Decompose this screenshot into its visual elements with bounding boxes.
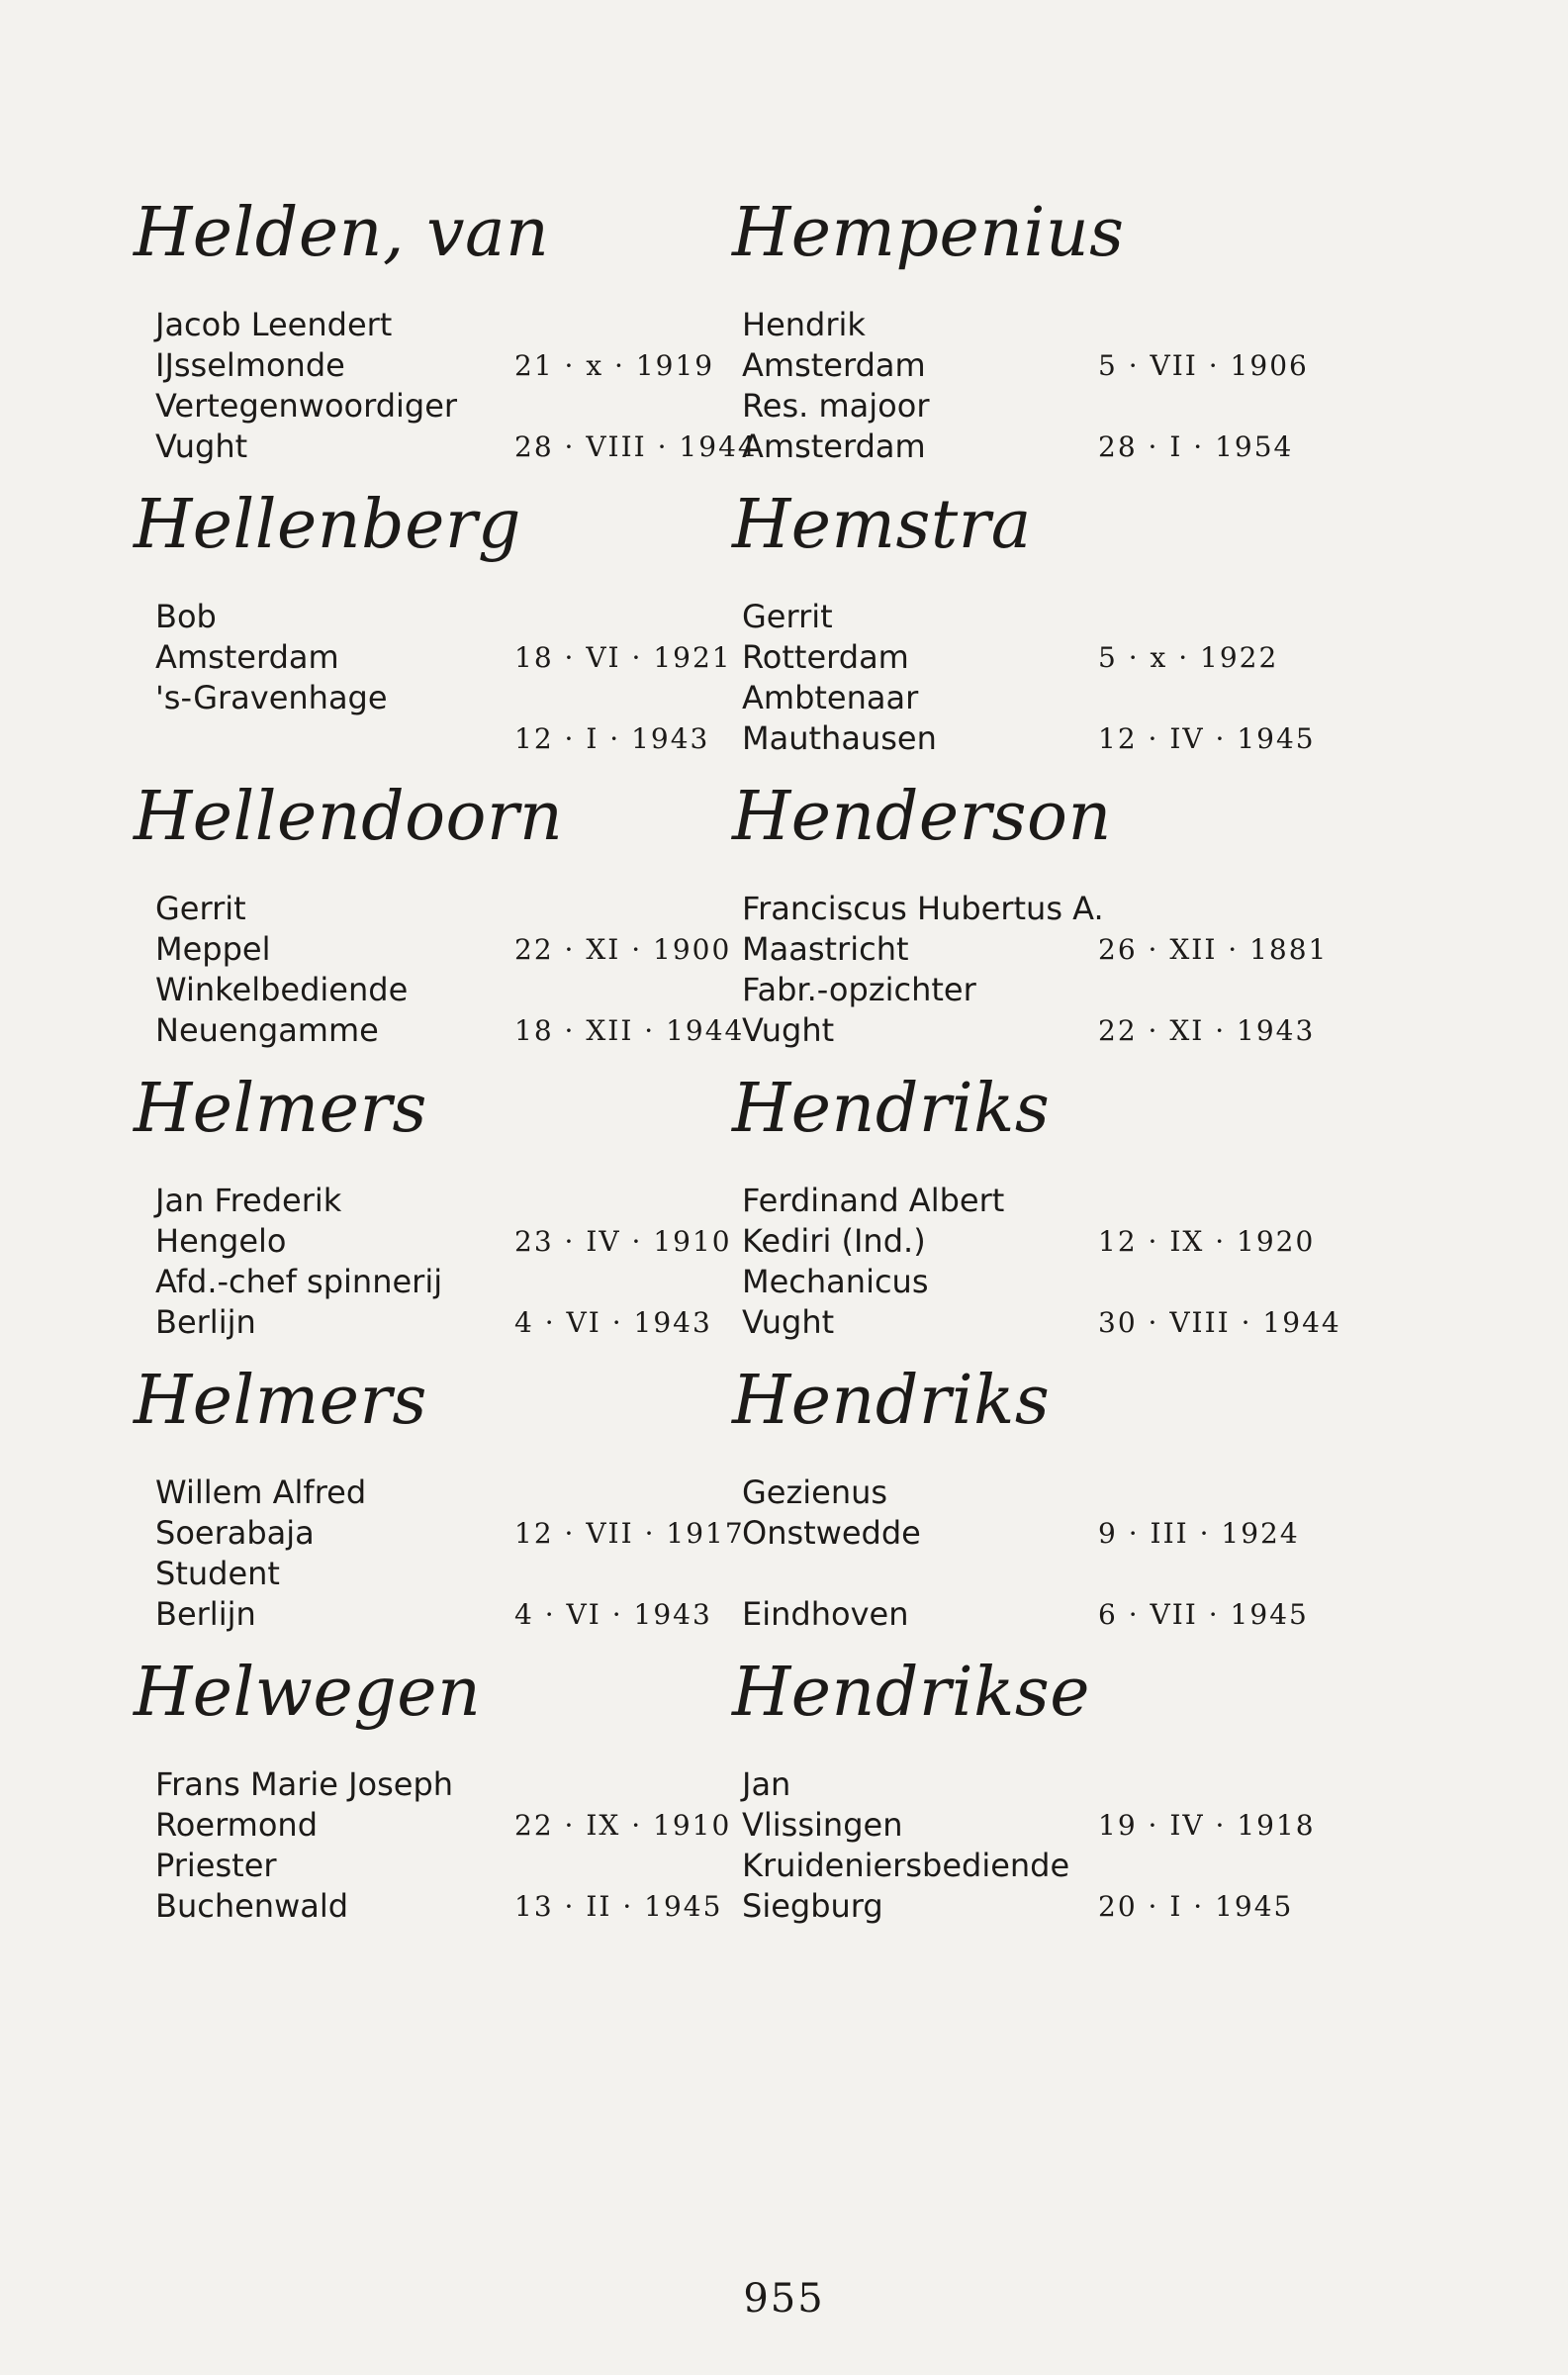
row-text: Buchenwald [155, 1887, 349, 1925]
surname: Helwegen [134, 1654, 482, 1732]
death-row [134, 1302, 747, 1343]
row-text: Hengelo [155, 1222, 287, 1260]
given-names [134, 889, 747, 929]
birth-row [732, 929, 1345, 970]
row-text: Berlijn [155, 1595, 256, 1633]
row-date: 12 · IX · 1920 [1098, 1225, 1316, 1258]
death-row [134, 1010, 747, 1051]
row-text: Maastricht [742, 930, 909, 968]
row-text: Afd.-chef spinnerij [155, 1263, 443, 1300]
row-text: Ferdinand Albert [742, 1182, 1005, 1219]
row-text: Roermond [155, 1806, 318, 1844]
given-names [134, 1764, 747, 1805]
given-names [732, 305, 1345, 345]
row-text: Amsterdam [155, 638, 339, 676]
birth-row [732, 1221, 1345, 1262]
surname: Helden, van [134, 194, 550, 272]
row-date: 28 · I · 1954 [1098, 430, 1294, 463]
row-text: Priester [155, 1847, 277, 1884]
entry [732, 1064, 1345, 1356]
surname: Hellenberg [134, 486, 521, 564]
row-text: Willem Alfred [155, 1473, 367, 1511]
row-date: 18 · XII · 1944 [514, 1014, 745, 1047]
row-date: 12 · IV · 1945 [1098, 722, 1316, 755]
death-row [732, 718, 1345, 759]
entry [134, 480, 747, 772]
row-date: 13 · II · 1945 [514, 1890, 723, 1923]
row-date: 23 · IV · 1910 [514, 1225, 732, 1258]
birth-row [732, 1513, 1345, 1554]
row-text: 's-Gravenhage [155, 679, 388, 716]
surname: Hendriks [732, 1362, 1051, 1440]
birth-row [134, 637, 747, 678]
row-date: 30 · VIII · 1944 [1098, 1306, 1341, 1339]
row-text: Rotterdam [742, 638, 909, 676]
row-text: Res. majoor [742, 387, 930, 425]
row-text: Neuengamme [155, 1011, 379, 1049]
row-text: Franciscus Hubertus A. [742, 890, 1104, 927]
birth-row [134, 1221, 747, 1262]
row-date: 28 · VIII · 1944 [514, 430, 758, 463]
row-date: 5 · VII · 1906 [1098, 349, 1309, 382]
occupation-row [134, 678, 747, 718]
entry [732, 772, 1345, 1064]
row-text: Winkelbediende [155, 971, 409, 1008]
birth-row [732, 345, 1345, 386]
occupation-row [732, 386, 1345, 427]
given-names [134, 1181, 747, 1221]
death-row [732, 1886, 1345, 1927]
surname: Hellendoorn [134, 778, 564, 856]
row-date: 22 · IX · 1910 [514, 1809, 732, 1842]
given-names [134, 1472, 747, 1513]
row-text: Student [155, 1555, 280, 1592]
entry [134, 188, 758, 480]
entry [732, 1648, 1345, 1940]
row-text: Vught [155, 428, 248, 465]
death-row [732, 1302, 1345, 1343]
row-text: Gerrit [155, 890, 246, 927]
left-column [134, 188, 758, 1940]
row-date: 20 · I · 1945 [1098, 1890, 1294, 1923]
given-names [134, 305, 747, 345]
row-text: Gerrit [742, 598, 833, 635]
surname: Hemstra [732, 486, 1032, 564]
death-row [732, 1010, 1345, 1051]
row-date: 6 · VII · 1945 [1098, 1598, 1309, 1631]
given-names [134, 597, 747, 637]
birth-row [134, 1513, 747, 1554]
birth-row [732, 637, 1345, 678]
entry [134, 772, 747, 1064]
row-date: 4 · VI · 1943 [514, 1306, 712, 1339]
row-text: Soerabaja [155, 1514, 315, 1552]
row-text: Onstwedde [742, 1514, 921, 1552]
entry [732, 188, 1345, 480]
occupation-row [732, 970, 1345, 1010]
row-text: Mechanicus [742, 1263, 929, 1300]
occupation-row [732, 678, 1345, 718]
row-date: 12 · VII · 1917 [514, 1517, 745, 1550]
surname: Hempenius [732, 194, 1125, 272]
row-date: 26 · XII · 1881 [1098, 933, 1329, 966]
row-date: 22 · XI · 1943 [1098, 1014, 1316, 1047]
occupation-row [134, 386, 747, 427]
row-text: Fabr.-opzichter [742, 971, 976, 1008]
row-text: Vught [742, 1303, 835, 1341]
death-row [134, 1594, 747, 1635]
occupation-row [732, 1554, 1345, 1594]
row-text: Meppel [155, 930, 271, 968]
given-names [732, 889, 1345, 929]
row-text: Gezienus [742, 1473, 888, 1511]
row-date: 4 · VI · 1943 [514, 1598, 712, 1631]
row-text: Siegburg [742, 1887, 883, 1925]
row-text: Ambtenaar [742, 679, 919, 716]
occupation-row [134, 1554, 747, 1594]
birth-row [134, 1805, 747, 1846]
row-text: Vught [742, 1011, 835, 1049]
surname: Henderson [732, 778, 1112, 856]
row-text: Amsterdam [742, 428, 926, 465]
row-text: Vertegenwoordiger [155, 387, 458, 425]
surname: Hendrikse [732, 1654, 1090, 1732]
row-date: 19 · IV · 1918 [1098, 1809, 1316, 1842]
row-date: 5 · x · 1922 [1098, 641, 1279, 674]
row-date: 18 · VI · 1921 [514, 641, 732, 674]
death-row [732, 1594, 1345, 1635]
surname: Hendriks [732, 1070, 1051, 1148]
birth-row [134, 929, 747, 970]
occupation-row [134, 1846, 747, 1886]
row-text: Jan Frederik [155, 1182, 342, 1219]
row-text: Mauthausen [742, 719, 937, 757]
death-row [134, 718, 747, 759]
given-names [732, 1181, 1345, 1221]
row-date: 12 · I · 1943 [514, 722, 710, 755]
entry [134, 1064, 747, 1356]
row-text: Kediri (Ind.) [742, 1222, 926, 1260]
entry [134, 1648, 747, 1940]
row-text: Hendrik [742, 306, 866, 343]
row-text: Berlijn [155, 1303, 256, 1341]
birth-row [134, 345, 747, 386]
given-names [732, 1472, 1345, 1513]
right-column [732, 188, 1345, 1940]
row-text: Jan [742, 1765, 791, 1803]
entry [134, 1356, 747, 1648]
occupation-row [134, 1262, 747, 1302]
row-text: Kruideniersbediende [742, 1847, 1070, 1884]
entry [732, 1356, 1345, 1648]
row-text: Amsterdam [742, 346, 926, 384]
death-row [134, 427, 758, 467]
row-text: Vlissingen [742, 1806, 903, 1844]
row-date: 21 · x · 1919 [514, 349, 715, 382]
occupation-row [732, 1262, 1345, 1302]
row-text: Bob [155, 598, 217, 635]
row-text: IJsselmonde [155, 346, 345, 384]
given-names [732, 597, 1345, 637]
surname: Helmers [134, 1070, 427, 1148]
row-text: Frans Marie Joseph [155, 1765, 454, 1803]
death-row [732, 427, 1345, 467]
row-text: Jacob Leendert [155, 306, 393, 343]
row-text: Eindhoven [742, 1595, 909, 1633]
row-date: 9 · III · 1924 [1098, 1517, 1300, 1550]
row-date: 22 · XI · 1900 [514, 933, 732, 966]
occupation-row [134, 970, 747, 1010]
surname: Helmers [134, 1362, 427, 1440]
death-row [134, 1886, 747, 1927]
given-names [732, 1764, 1345, 1805]
occupation-row [732, 1846, 1345, 1886]
page-number: 955 [743, 2276, 825, 2322]
entry [732, 480, 1345, 772]
birth-row [732, 1805, 1345, 1846]
